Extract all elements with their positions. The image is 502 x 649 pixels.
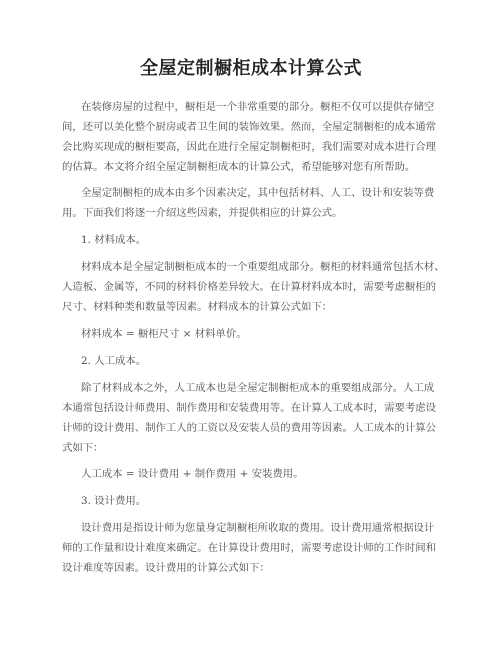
paragraph-line: 在装修房屋的过程中，橱柜是一个非常重要的部分。橱柜不仅可以提供存储空 [81, 101, 435, 113]
paragraph-line: 设计难度等因素。设计费用的计算公式如下： [62, 562, 270, 574]
paragraph-line: 计师的设计费用、制作工人的工资以及安装人员的费用等因素。人工成本的计算公 [62, 422, 437, 434]
section-heading: 1. 材料成本。 [81, 234, 147, 246]
paragraph-line: 师的工作量和设计难度来确定。在计算设计费用时，需要考虑设计师的工作时间和 [62, 542, 437, 554]
paragraph-line: 式如下： [62, 442, 104, 454]
paragraph-line: 设计费用是指设计师为您量身定制橱柜所收取的费用。设计费用通常根据设计 [81, 522, 435, 534]
formula-line: 人工成本 = 设计费用 + 制作费用 + 安装费用。 [81, 468, 304, 480]
paragraph-line: 会比购买现成的橱柜要高，因此在进行全屋定制橱柜时，我们需要对成本进行合理 [62, 141, 437, 153]
paragraph-line: 材料成本是全屋定制橱柜成本的一个重要组成部分。橱柜的材料通常包括木材、 [81, 261, 445, 273]
paragraph-line: 尺寸、材料种类和数量等因素。材料成本的计算公式如下： [62, 301, 333, 313]
paragraph-line: 间，还可以美化整个厨房或者卫生间的装饰效果。然而，全屋定制橱柜的成本通常 [62, 121, 437, 133]
formula-line: 材料成本 = 橱柜尺寸 × 材料单价。 [81, 328, 247, 340]
section-heading: 3. 设计费用。 [81, 495, 147, 507]
paragraph-line: 本通常包括设计师费用、制作费用和安装费用等。在计算人工成本时，需要考虑设 [62, 402, 437, 414]
document-title: 全屋定制橱柜成本计算公式 [140, 58, 362, 79]
paragraph-line: 全屋定制橱柜的成本由多个因素决定，其中包括材料、人工、设计和安装等费 [81, 187, 435, 199]
paragraph-line: 除了材料成本之外，人工成本也是全屋定制橱柜成本的重要组成部分。人工成 [81, 382, 435, 394]
section-heading: 2. 人工成本。 [81, 355, 147, 367]
paragraph-line: 的估算。本文将介绍全屋定制橱柜成本的计算公式，希望能够对您有所帮助。 [62, 161, 416, 173]
paragraph-line: 人造板、金属等，不同的材料价格差异较大。在计算材料成本时，需要考虑橱柜的 [62, 281, 437, 293]
paragraph-line: 用。下面我们将逐一介绍这些因素，并提供相应的计算公式。 [62, 207, 343, 219]
